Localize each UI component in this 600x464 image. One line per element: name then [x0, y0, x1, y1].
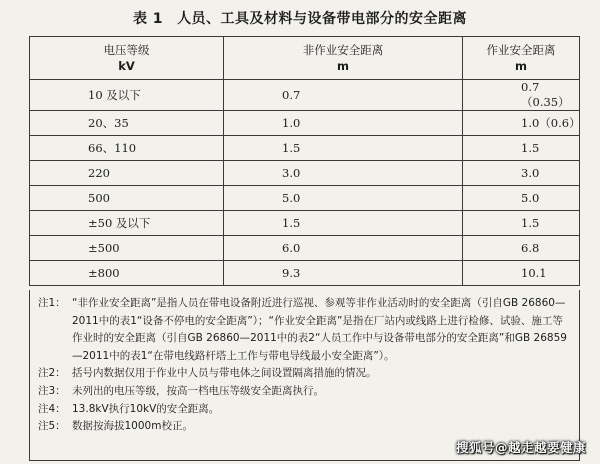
header-unit: m: [337, 59, 349, 73]
note-item: [38, 418, 567, 436]
table-header-row: [30, 37, 580, 80]
note-label: 注2：: [38, 367, 66, 380]
header-unit: kV: [118, 59, 135, 73]
voltage-cell: 66、110: [30, 136, 224, 161]
voltage-cell: 500: [30, 186, 224, 211]
note-label: 注5：: [38, 420, 66, 433]
non-work-distance-cell: 1.5: [224, 211, 463, 236]
note-item: [38, 365, 567, 383]
header-work-distance: [463, 37, 580, 80]
note-label: 注4：: [38, 402, 66, 415]
table-row: [30, 186, 580, 211]
header-non-work-distance: [224, 37, 463, 80]
non-work-distance-cell: 1.5: [224, 136, 463, 161]
work-distance-cell: 1.5: [463, 136, 580, 161]
table-notes: [29, 290, 580, 461]
non-work-distance-cell: 5.0: [224, 186, 463, 211]
note-item: [38, 295, 567, 365]
work-distance-cell: 6.8: [463, 236, 580, 261]
work-distance-cell: 3.0: [463, 161, 580, 186]
table-row: [30, 261, 580, 286]
table-row: [30, 80, 580, 111]
table-row: [30, 111, 580, 136]
table-row: [30, 236, 580, 261]
voltage-cell: ±50 及以下: [30, 211, 224, 236]
safety-distance-table: [29, 36, 580, 286]
table-number: 表 1: [132, 11, 164, 27]
voltage-cell: 220: [30, 161, 224, 186]
header-label: 作业安全距离: [486, 43, 556, 57]
header-voltage: [30, 37, 224, 80]
note-text: 数据按海拔1000m校正。: [72, 420, 193, 433]
work-distance-cell: 0.7（0.35）: [463, 80, 580, 111]
note-text: 未列出的电压等级，按高一档电压等级安全距离执行。: [72, 384, 324, 397]
note-text: 13.8kV执行10kV的安全距离。: [72, 402, 220, 415]
note-text: “非作业安全距离”是指人员在带电设备附近进行巡视、参观等非作业活动时的安全距离（引自GB 26860—2011中的表1“设备不停电的安全距离”）；“作业安全距离”是指在厂站内或线路上进行检修、试验、施工等作业时的安全距离（引自GB 26860—2011中的表2“人员工作中与设备带电部分的安全距离”和GB 26859—2011中的表1“在带电线路杆塔上工作与带电导线最小安全距离”）。: [72, 297, 567, 362]
non-work-distance-cell: 0.7: [224, 80, 463, 111]
voltage-cell: ±800: [30, 261, 224, 286]
table-title: [0, 8, 600, 28]
header-label: 电压等级: [103, 43, 150, 57]
note-label: 注3：: [38, 384, 66, 397]
header-unit: m: [515, 59, 527, 73]
non-work-distance-cell: 6.0: [224, 236, 463, 261]
watermark: 搜狐号@越走越要健康: [455, 440, 586, 455]
work-distance-cell: 1.0（0.6）: [463, 111, 580, 136]
note-item: [38, 383, 567, 401]
non-work-distance-cell: 1.0: [224, 111, 463, 136]
voltage-cell: ±500: [30, 236, 224, 261]
note-label: 注1：: [38, 297, 66, 309]
voltage-cell: 20、35: [30, 111, 224, 136]
work-distance-cell: 5.0: [463, 186, 580, 211]
header-label: 非作业安全距离: [302, 43, 384, 57]
work-distance-cell: 1.5: [463, 211, 580, 236]
table-row: [30, 136, 580, 161]
note-item: [38, 401, 567, 419]
table-row: [30, 161, 580, 186]
voltage-cell: 10 及以下: [30, 80, 224, 111]
non-work-distance-cell: 9.3: [224, 261, 463, 286]
work-distance-cell: 10.1: [463, 261, 580, 286]
non-work-distance-cell: 3.0: [224, 161, 463, 186]
table-row: [30, 211, 580, 236]
note-text: 括号内数据仅用于作业中人员与带电体之间设置隔离措施的情况。: [72, 367, 377, 380]
table-title-text: 人员、工具及材料与设备带电部分的安全距离: [177, 11, 468, 27]
